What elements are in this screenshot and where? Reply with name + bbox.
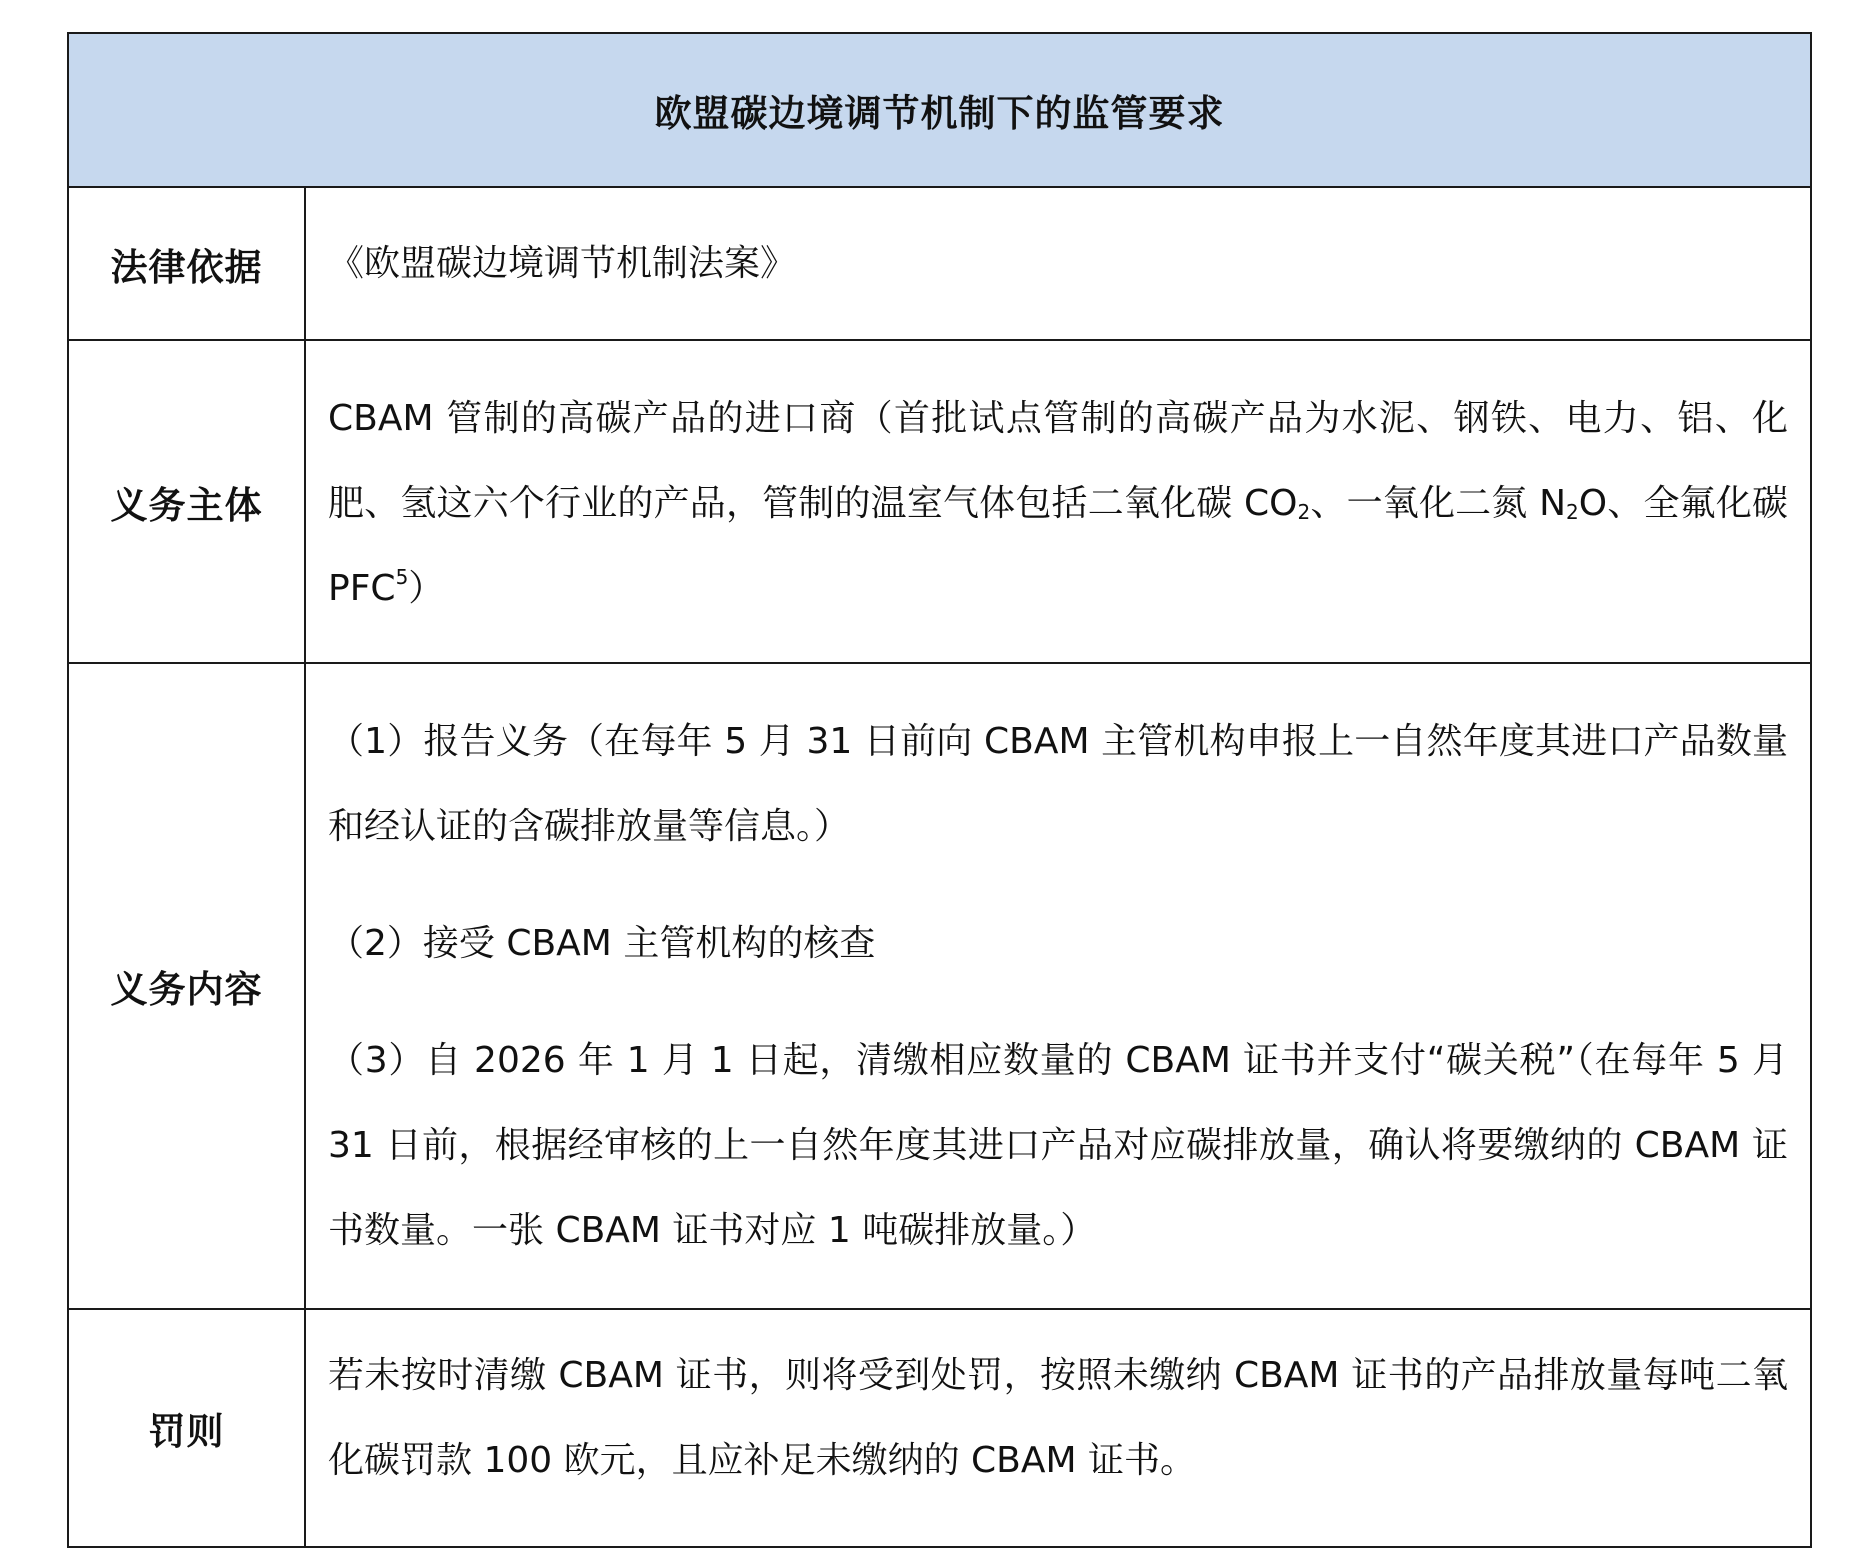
- table-row-obligation-subject: [68, 340, 1811, 663]
- regulation-table: [67, 32, 1812, 1548]
- n2o-subscript: 2: [1566, 500, 1579, 524]
- subject-text-part-d: ）: [408, 568, 445, 609]
- row-content-obligation-subject: [305, 340, 1811, 663]
- row-label-obligation-subject: 义务主体: [68, 340, 305, 663]
- table-row-obligation-content: [68, 663, 1811, 1309]
- table-header-row: [68, 33, 1811, 187]
- obligation-item-1: （1）报告义务（在每年 5 月 31 日前向 CBAM 主管机构申报上一自然年度其进口产品数量和经认证的含碳排放量等信息。）: [328, 721, 1788, 847]
- footnote-marker: 5: [395, 565, 409, 589]
- row-content-legal-basis: 《欧盟碳边境调节机制法案》: [305, 187, 1811, 340]
- subject-text-part-a: CBAM 管制的高碳产品的进口商（首批试点管制的高碳产品为水泥、钢铁、电力、铝、化肥、氢这六个行业的产品，管制的温室气体包括二氧化碳 CO: [328, 398, 1788, 524]
- obligation-subject-text: [328, 372, 1788, 631]
- row-label-legal-basis: 法律依据: [68, 187, 305, 340]
- co2-subscript: 2: [1297, 500, 1311, 524]
- table-title: 欧盟碳边境调节机制下的监管要求: [68, 33, 1811, 187]
- table-row-legal-basis: [68, 187, 1811, 340]
- obligation-item-2: （2）接受 CBAM 主管机构的核查: [328, 923, 876, 964]
- regulation-table-container: [67, 32, 1810, 1548]
- row-content-penalty: [305, 1309, 1811, 1547]
- row-label-obligation-content: 义务内容: [68, 663, 305, 1309]
- obligation-item-3: （3）自 2026 年 1 月 1 日起，清缴相应数量的 CBAM 证书并支付“碳关税”（在每年 5 月 31 日前，根据经审核的上一自然年度其进口产品对应碳排放量，确认将要缴纳的 CBAM 证书数量。一张 CBAM 证书对应 1 吨碳排放量。）: [328, 1040, 1788, 1251]
- subject-text-part-b: 、一氧化二氮 N: [1310, 483, 1567, 524]
- subject-text-part-c: O、全氟化碳 PFC: [328, 483, 1789, 609]
- row-content-obligation-content: [305, 663, 1811, 1309]
- row-label-penalty: 罚则: [68, 1309, 305, 1547]
- table-row-penalty: [68, 1309, 1811, 1547]
- penalty-text: 若未按时清缴 CBAM 证书，则将受到处罚，按照未缴纳 CBAM 证书的产品排放量每吨二氧化碳罚款 100 欧元，且应补足未缴纳的 CBAM 证书。: [328, 1355, 1788, 1481]
